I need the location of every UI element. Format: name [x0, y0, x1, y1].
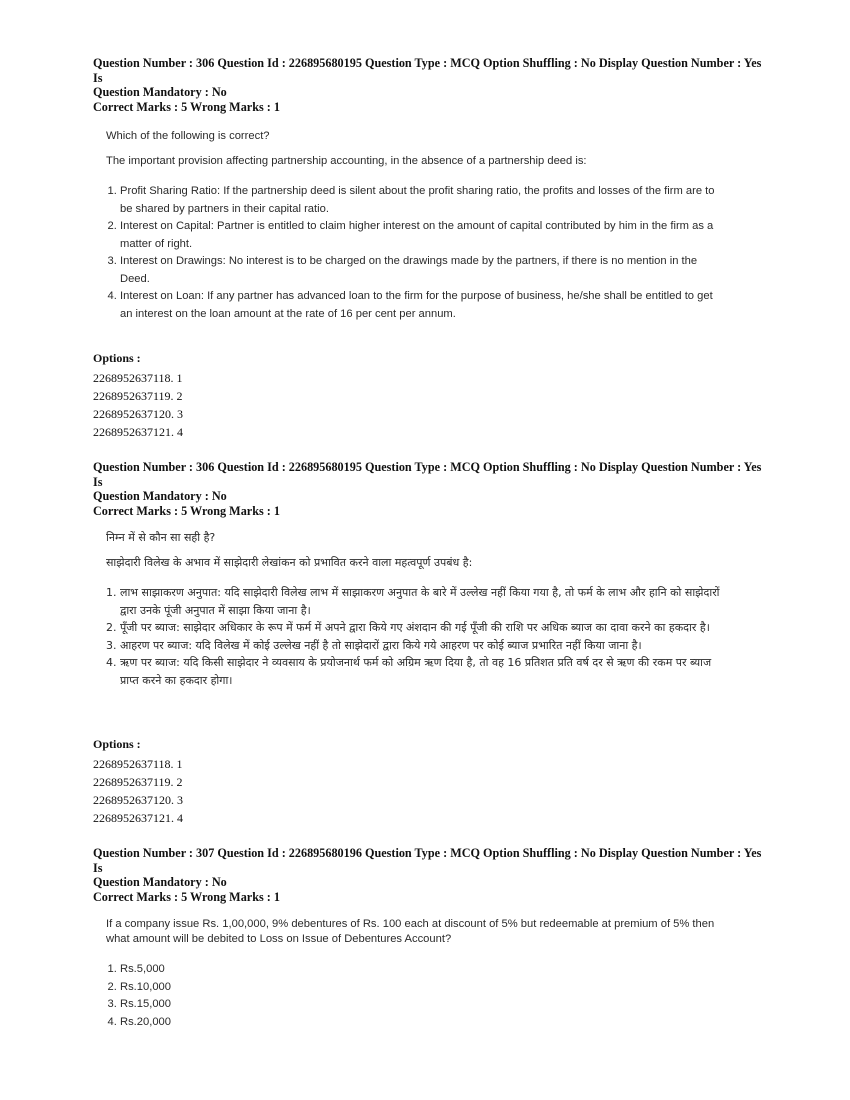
option-item: 2268952637119. 2 [93, 775, 183, 789]
statement-item: 1. Profit Sharing Ratio: If the partnership deed is silent about the profit sharing ratio, the profits and losses of the firm are to be shared by partners in their capital ratio. [120, 183, 726, 218]
option-item: 2268952637119. 2 [93, 389, 183, 403]
statement-item: 4. ऋण पर ब्याज: यदि किसी साझेदार ने व्यवसाय के प्रयोजनार्थ फर्म को अग्रिम ऋण दिया है, तो वह 16 प्रतिशत प्रति वर्ष दर से ऋण की रकम पर ब्याज प्राप्त करने का हकदार होगा। [120, 654, 726, 689]
statement-item: 2. Interest on Capital: Partner is entitled to claim higher interest on the amount of capital contributed by him in the firm as a matter of right. [120, 218, 726, 253]
question-mandatory-line: Question Mandatory : No [93, 875, 227, 889]
answer-choice: 2. Rs.10,000 [120, 979, 726, 997]
statement-item: 3. आहरण पर ब्याज: यदि विलेख में कोई उल्लेख नहीं है तो साझेदारों द्वारा किये गये आहरण पर कोई ब्याज प्रभारित नहीं किया जाना है। [120, 637, 726, 655]
question-body [106, 530, 726, 689]
question-stem: If a company issue Rs. 1,00,000, 9% debentures of Rs. 100 each at discount of 5% but redeemable at premium of 5% then what amount will be debited to Loss on Issue of Debentures Account? [106, 918, 715, 945]
options-block [93, 737, 183, 827]
marks-line: Correct Marks : 5 Wrong Marks : 1 [93, 503, 280, 518]
options-title: Options : [93, 351, 141, 365]
option-item: 2268952637120. 3 [93, 407, 183, 421]
option-item: 2268952637121. 4 [93, 811, 183, 825]
statement-item: 3. Interest on Drawings: No interest is to be charged on the drawings made by the partners, if there is no mention in the Deed. [120, 253, 726, 288]
answer-choice: 3. Rs.15,000 [120, 996, 726, 1014]
answer-choice: 4. Rs.20,000 [120, 1014, 726, 1032]
option-item: 2268952637118. 1 [93, 371, 183, 385]
statement-item: 4. Interest on Loan: If any partner has advanced loan to the firm for the purpose of business, he/she shall be entitled to get an interest on the loan amount at the rate of 16 per cent per annum. [120, 288, 726, 323]
answer-choice: 1. Rs.5,000 [120, 961, 726, 979]
question-mandatory-line: Question Mandatory : No [93, 489, 227, 503]
question-intro: साझेदारी विलेख के अभाव में साझेदारी लेखांकन को प्रभावित करने वाला महत्वपूर्ण उपबंध है: [106, 556, 473, 569]
question-stem: Which of the following is correct? [106, 130, 270, 142]
question-body [106, 129, 726, 323]
question-body [106, 917, 726, 1031]
options-block [93, 351, 183, 441]
marks-line: Correct Marks : 5 Wrong Marks : 1 [93, 889, 280, 904]
statement-item: 1. लाभ साझाकरण अनुपात: यदि साझेदारी विलेख लाभ में साझाकरण अनुपात के बारे में उल्लेख नहीं किया गया है, तो फर्म के लाभ और हानि को साझेदारों द्वारा उनके पूंजी अनुपात में साझा किया जाना है। [120, 584, 726, 619]
question-meta-line: Question Number : 307 Question Id : 226895680196 Question Type : MCQ Option Shuffling : No Display Question Number : Yes Is [93, 846, 762, 875]
question-header [93, 460, 773, 518]
question-mandatory-line: Question Mandatory : No [93, 85, 227, 99]
marks-line: Correct Marks : 5 Wrong Marks : 1 [93, 99, 280, 114]
statement-list [106, 183, 726, 323]
question-header [93, 846, 773, 904]
answer-choice-list [106, 961, 726, 1031]
statement-item: 2. पूँजी पर ब्याज: साझेदार अधिकार के रूप में फर्म में अपने द्वारा किये गए अंशदान की गई पूँजी की राशि पर अधिक ब्याज का दावा करने का हकदार है। [120, 619, 726, 637]
question-meta-line: Question Number : 306 Question Id : 226895680195 Question Type : MCQ Option Shuffling : No Display Question Number : Yes Is [93, 460, 762, 489]
option-item: 2268952637118. 1 [93, 757, 183, 771]
option-item: 2268952637121. 4 [93, 425, 183, 439]
question-header [93, 56, 773, 114]
option-item: 2268952637120. 3 [93, 793, 183, 807]
options-title: Options : [93, 737, 141, 751]
question-intro: The important provision affecting partnership accounting, in the absence of a partnership deed is: [106, 155, 587, 167]
question-stem: निम्न में से कौन सा सही है? [106, 531, 216, 544]
statement-list [106, 584, 726, 689]
question-meta-line: Question Number : 306 Question Id : 226895680195 Question Type : MCQ Option Shuffling : No Display Question Number : Yes Is [93, 56, 762, 85]
